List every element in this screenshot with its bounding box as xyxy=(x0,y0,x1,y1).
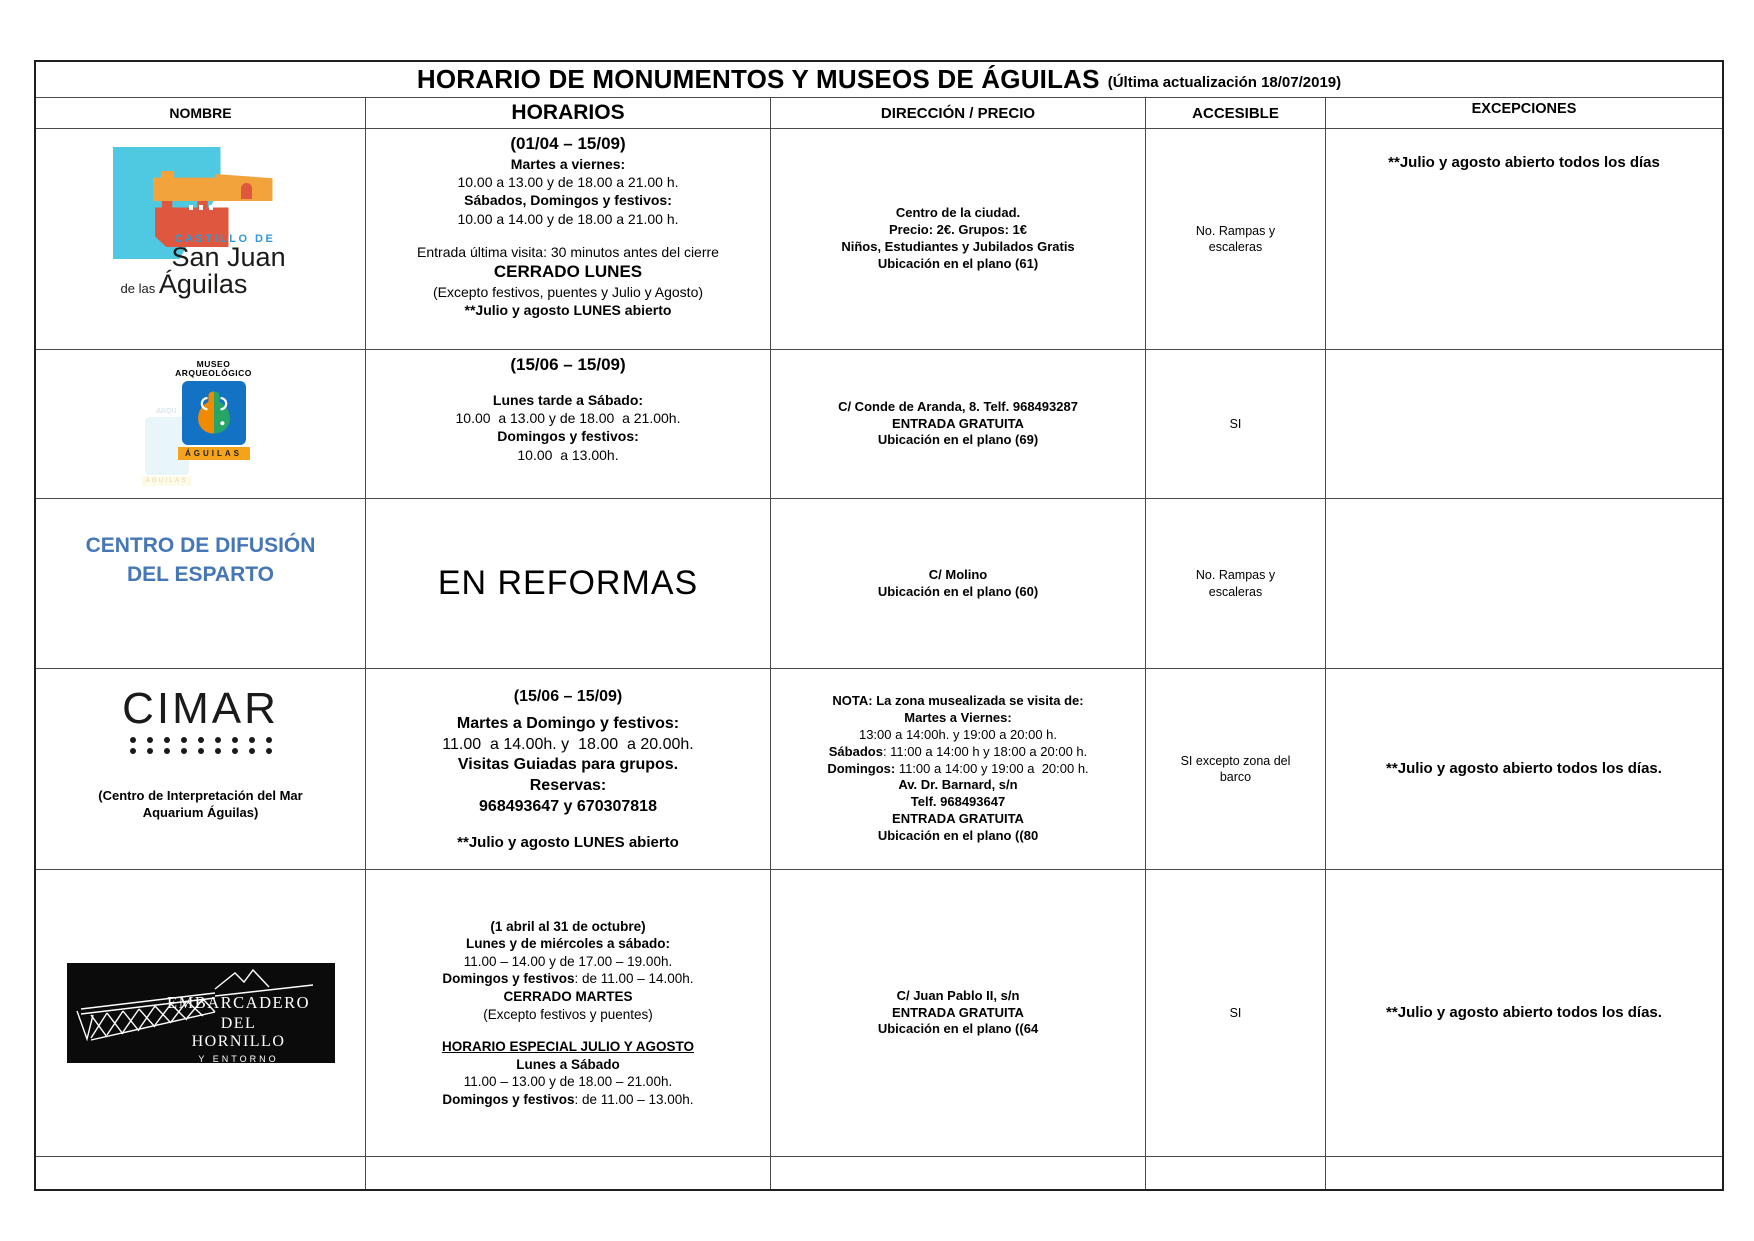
embarcadero-logo-line2: DEL HORNILLO xyxy=(163,1015,315,1051)
cell-castillo-accesible xyxy=(1146,129,1326,350)
text-line: (15/06 – 15/09) xyxy=(513,688,623,705)
text-line: barco xyxy=(1219,770,1252,784)
schedule-table xyxy=(34,60,1724,1191)
text-line: ENTRADA GRATUITA xyxy=(892,415,1024,431)
cell-embarcadero-nombre xyxy=(36,870,366,1157)
cell-castillo-excepciones xyxy=(1326,129,1722,350)
cell-embarcadero-accesible xyxy=(1146,870,1326,1157)
cell-museo-accesible xyxy=(1146,350,1326,499)
text-line: Lunes y de miércoles a sábado: xyxy=(465,936,671,952)
column-header-nombre: NOMBRE xyxy=(36,98,366,129)
text-line: CERRADO MARTES xyxy=(503,988,633,1004)
text-line: 13:00 a 14:00h. y 19:00 a 20:00 h. xyxy=(858,726,1058,742)
cell-cimar-excepciones xyxy=(1326,669,1722,870)
text-line: Domingos y festivos: de 11.00 – 14.00h. xyxy=(442,971,694,987)
text-line: **Julio y agosto LUNES abierto xyxy=(464,302,672,319)
column-header-horarios: HORARIOS xyxy=(366,98,771,129)
text-line: (Excepto festivos, puentes y Julio y Agosto) xyxy=(432,284,704,301)
text-line: (Centro de Interpretación del Mar xyxy=(98,788,303,803)
text-line: CENTRO DE DIFUSIÓN xyxy=(85,534,316,557)
text-line: Martes a viernes: xyxy=(510,156,626,173)
text-line: (Excepto festivos y puentes) xyxy=(483,1006,653,1022)
cell-esparto-excepciones xyxy=(1326,499,1722,669)
cell-cimar-nombre xyxy=(36,669,366,870)
text-line: C/ Conde de Aranda, 8. Telf. 968493287 xyxy=(838,398,1078,414)
text-line: 10.00 a 14.00 y de 18.00 a 21.00 h. xyxy=(457,210,679,227)
text-line: SI xyxy=(1229,416,1242,431)
text-line: 10.00 a 13.00 y de 18.00 a 21.00h. xyxy=(455,410,681,427)
text-line: (1 abril al 31 de octubre) xyxy=(490,918,646,934)
page-title: HORARIO DE MONUMENTOS Y MUSEOS DE ÁGUILAS xyxy=(416,64,1100,94)
text-line: Martes a Domingo y festivos: xyxy=(456,714,680,732)
text-line: Sábados, Domingos y festivos: xyxy=(464,192,672,209)
cell-empty-horarios xyxy=(366,1157,771,1189)
cimar-logo xyxy=(122,684,279,754)
text-line: DEL ESPARTO xyxy=(126,563,275,587)
text-line: Precio: 2€. Grupos: 1€ xyxy=(889,222,1027,238)
cimar-logo-dots xyxy=(130,748,272,754)
text-line: Domingos y festivos: de 11.00 – 13.00h. xyxy=(442,1091,694,1107)
text-line: Lunes a Sábado xyxy=(516,1056,620,1072)
text-line: 11.00 a 14.00h. y 18.00 a 20.00h. xyxy=(442,735,694,753)
museo-arqueologico-logo xyxy=(141,360,261,488)
text-line: Centro de la ciudad. xyxy=(895,205,1021,221)
castillo-logo-window xyxy=(199,205,203,210)
text-line: EN REFORMAS xyxy=(437,564,699,603)
cimar-logo-word: CIMAR xyxy=(122,684,279,733)
cell-empty-direccion xyxy=(771,1157,1146,1189)
cell-castillo-direccion xyxy=(771,129,1146,350)
cimar-subtitle xyxy=(98,788,302,822)
castillo-logo-caption: CASTILLO DE xyxy=(174,233,276,245)
cell-cimar-horarios xyxy=(366,669,771,870)
text-line: Domingos: 11:00 a 14:00 y 19:00 a 20:00 h. xyxy=(827,760,1089,776)
text-line: Ubicación en el plano (61) xyxy=(877,255,1039,271)
cell-castillo-nombre xyxy=(36,129,366,350)
cell-museo-excepciones xyxy=(1326,350,1722,499)
cell-esparto-direccion xyxy=(771,499,1146,669)
cell-empty-excepciones xyxy=(1326,1157,1722,1189)
museo-logo-title: MUSEO ARQUEOLÓGICO xyxy=(175,359,252,379)
text-line: **Julio y agosto abierto todos los días. xyxy=(1386,760,1662,778)
text-line: SI excepto zona del xyxy=(1180,753,1291,768)
text-line: CERRADO LUNES xyxy=(493,262,643,282)
text-line: 11.00 – 14.00 y de 17.00 – 19.00h. xyxy=(463,953,673,969)
text-line: 11.00 – 13.00 y de 18.00 – 21.00h. xyxy=(463,1074,673,1090)
text-line: Ubicación en el plano (69) xyxy=(877,432,1039,448)
text-line: Sábados: 11:00 a 14:00 h y 18:00 a 20:00 h. xyxy=(828,743,1088,759)
cell-castillo-horarios xyxy=(366,129,771,350)
text-line: ENTRADA GRATUITA xyxy=(892,1004,1024,1020)
castillo-logo-window xyxy=(209,205,213,210)
text-line: Ubicación en el plano ((64 xyxy=(877,1021,1039,1037)
text-line: Niños, Estudiantes y Jubilados Gratis xyxy=(841,239,1075,254)
museo-logo-band: ÁGUILAS xyxy=(178,447,250,460)
text-line: HORARIO ESPECIAL JULIO Y AGOSTO xyxy=(441,1039,695,1055)
text-line: Domingos y festivos: xyxy=(497,428,639,445)
cell-esparto-horarios xyxy=(366,499,771,669)
cell-cimar-accesible xyxy=(1146,669,1326,870)
column-header-accesible: ACCESIBLE xyxy=(1146,98,1326,129)
text-line: escaleras xyxy=(1208,584,1263,599)
text-line: C/ Molino xyxy=(928,566,988,582)
text-line: C/ Juan Pablo II, s/n xyxy=(896,987,1020,1003)
text-line: Av. Dr. Barnard, s/n xyxy=(898,777,1018,793)
castillo-logo-name: San Juan xyxy=(171,242,286,272)
column-header-excepciones: EXCEPCIONES xyxy=(1326,98,1722,129)
text-line: escaleras xyxy=(1208,240,1263,254)
cell-empty-accesible xyxy=(1146,1157,1326,1189)
castillo-logo-window xyxy=(189,205,193,210)
text-line: (15/06 – 15/09) xyxy=(510,355,626,374)
cell-museo-horarios xyxy=(366,350,771,499)
cell-embarcadero-direccion xyxy=(771,870,1146,1157)
cell-embarcadero-excepciones xyxy=(1326,870,1722,1157)
embarcadero-hornillo-logo xyxy=(67,963,335,1063)
text-line: **Julio y agosto abierto todos los días. xyxy=(1386,1004,1662,1022)
cimar-logo-dots xyxy=(130,737,272,743)
embarcadero-logo-text: EMBARCADERO DEL HORNILLO Y ENTORNO xyxy=(163,993,315,1064)
text-line: NOTA: La zona musealizada se visita de: xyxy=(832,692,1084,708)
cell-museo-direccion xyxy=(771,350,1146,499)
text-line: Entrada última visita: 30 minutos antes del cierre xyxy=(417,243,719,260)
cell-esparto-accesible xyxy=(1146,499,1326,669)
text-line: Lunes tarde a Sábado: xyxy=(492,392,644,409)
text-line: (01/04 – 15/09) xyxy=(510,134,626,153)
cell-museo-nombre xyxy=(36,350,366,499)
cell-cimar-direccion xyxy=(771,669,1146,870)
museo-logo-amphora xyxy=(182,381,246,445)
text-line: No. Rampas y xyxy=(1195,568,1276,583)
museo-logo-ghost: ARQU ÁGUILAS xyxy=(141,408,193,486)
text-line: Ubicación en el plano (60) xyxy=(877,583,1039,599)
text-line: 10.00 a 13.00 y de 18.00 a 21.00 h. xyxy=(457,174,679,191)
text-line: Telf. 968493647 xyxy=(910,794,1006,810)
title-row xyxy=(36,62,1722,98)
text-line: 10.00 a 13.00h. xyxy=(517,446,619,463)
text-line: Ubicación en el plano ((80 xyxy=(877,828,1039,844)
text-line: **Julio y agosto abierto todos los días xyxy=(1388,154,1660,171)
cell-embarcadero-horarios xyxy=(366,870,771,1157)
text-line: 968493647 y 670307818 xyxy=(479,797,657,815)
castillo-logo-arch xyxy=(241,183,252,199)
castillo-logo-name2: de las Águilas xyxy=(120,269,248,299)
cell-empty-nombre xyxy=(36,1157,366,1189)
text-line: Martes a Viernes: xyxy=(904,709,1012,725)
text-line: SI xyxy=(1229,1005,1242,1020)
cell-esparto-nombre xyxy=(36,499,366,669)
text-line: ENTRADA GRATUITA xyxy=(892,811,1024,827)
text-line: Aquarium Águilas) xyxy=(142,804,259,820)
last-updated-note: (Última actualización 18/07/2019) xyxy=(1107,74,1342,91)
text-line: Visitas Guiadas para grupos. xyxy=(457,756,679,774)
text-line: **Julio y agosto LUNES abierto xyxy=(457,833,679,851)
amphora-icon xyxy=(186,385,242,441)
text-line: No. Rampas y xyxy=(1195,223,1276,238)
castillo-san-juan-logo xyxy=(95,145,307,297)
text-line: Reservas: xyxy=(529,777,607,795)
column-header-direccion-precio: DIRECCIÓN / PRECIO xyxy=(771,98,1146,129)
